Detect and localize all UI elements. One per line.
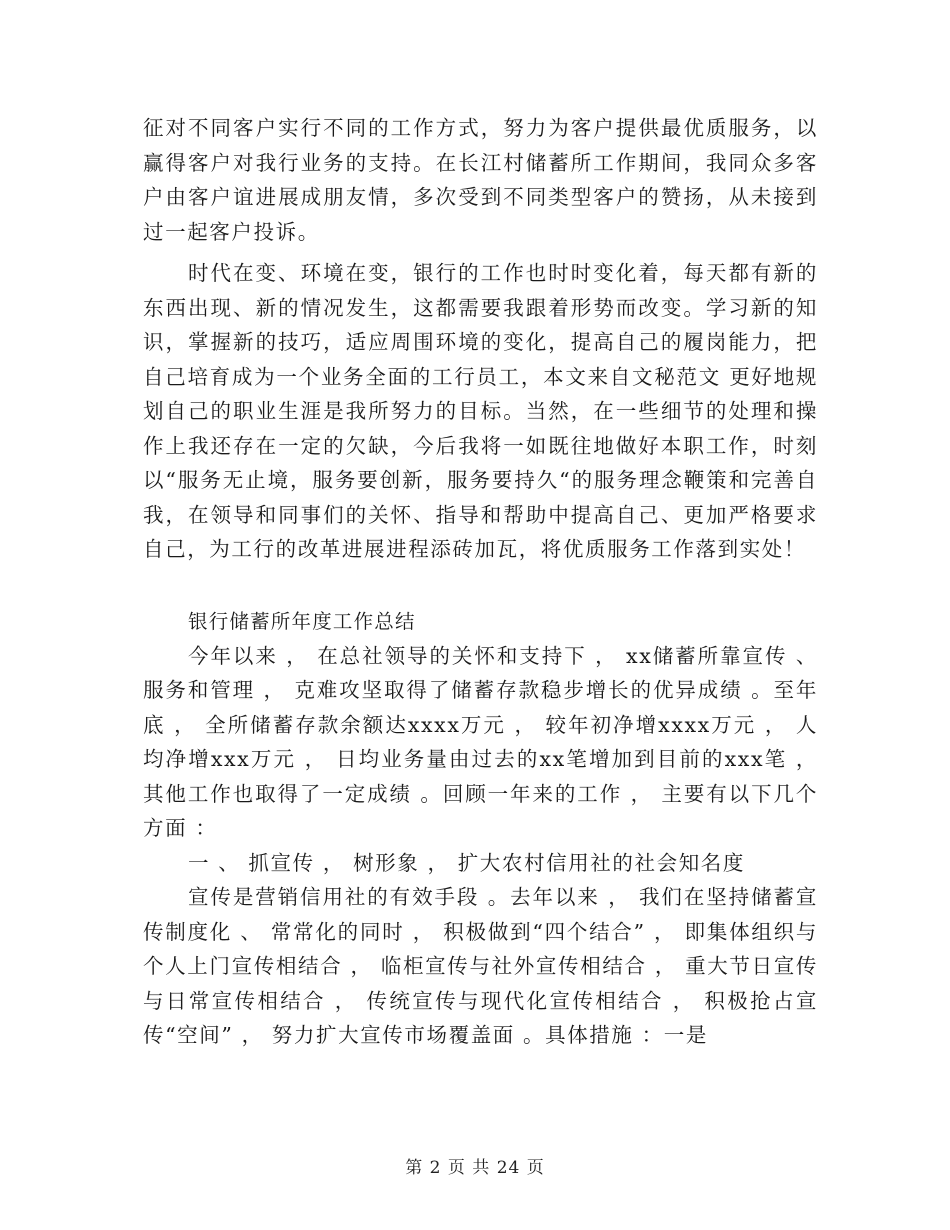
- section-title: 银行储蓄所年度工作总结: [188, 609, 416, 633]
- document-body: [143, 111, 818, 1053]
- paragraph-annual-summary: 今年以来 ， 在总社领导的关怀和支持下 ， xx储蓄所靠宣传 、服务和管理 ， 克难攻坚取得了储蓄存款稳步增长的优异成绩 。至年底 ， 全所储蓄存款余额达xxxx万元 ， 较年初净增xxxx万元 ， 人均净增xxx万元 ， 日均业务量由过去的xx笔增加到目前的xxx笔 ，其他工作也取得了一定成绩 。回顾一年来的工作 ， 主要有以下几个方面 ：: [143, 643, 818, 840]
- page-number: 第 2 页 共 24 页: [405, 1158, 545, 1178]
- subsection-heading: 一 、 抓宣传 ， 树形象 ， 扩大农村信用社的社会知名度: [188, 850, 745, 875]
- paragraph-career-goals: 时代在变、环境在变，银行的工作也时时变化着，每天都有新的东西出现、新的情况发生，这都需要我跟着形势而改变。学习新的知识，掌握新的技巧，适应周围环境的变化，提高自己的履岗能力，把自己培育成为一个业务全面的工行员工，本文来自文秘范文 更好地规划自己的职业生涯是我所努力的目标。当然，在一些细节的处理和操作上我还存在一定的欠缺，今后我将一如既往地做好本职工作，时刻以“服务无止境，服务要创新，服务要持久“的服务理念鞭策和完善自我，在领导和同事们的关怀、指导和帮助中提高自己、更加严格要求自己，为工行的改革进展进程添砖加瓦，将优质服务工作落到实处！: [143, 261, 818, 561]
- page-footer: [0, 1153, 950, 1178]
- paragraph-publicity: 宣传是营销信用社的有效手段 。去年以来 ， 我们在坚持储蓄宣传制度化 、 常常化的同时 ， 积极做到“四个结合” ， 即集体组织与个人上门宣传相结合 ， 临柜宣传与社外宣传相结合 ， 重大节日宣传与日常宣传相结合 ， 传统宣传与现代化宣传相结合 ， 积极抢占宣传“空间” ， 努力扩大宣传市场覆盖面 。具体措施 ：一是: [143, 885, 818, 1047]
- paragraph-customer-service: 征对不同客户实行不同的工作方式，努力为客户提供最优质服务，以赢得客户对我行业务的支持。在长江村储蓄所工作期间，我同众多客户由客户谊进展成朋友情，多次受到不同类型客户的赞扬，从未接到过一起客户投诉。: [143, 116, 818, 244]
